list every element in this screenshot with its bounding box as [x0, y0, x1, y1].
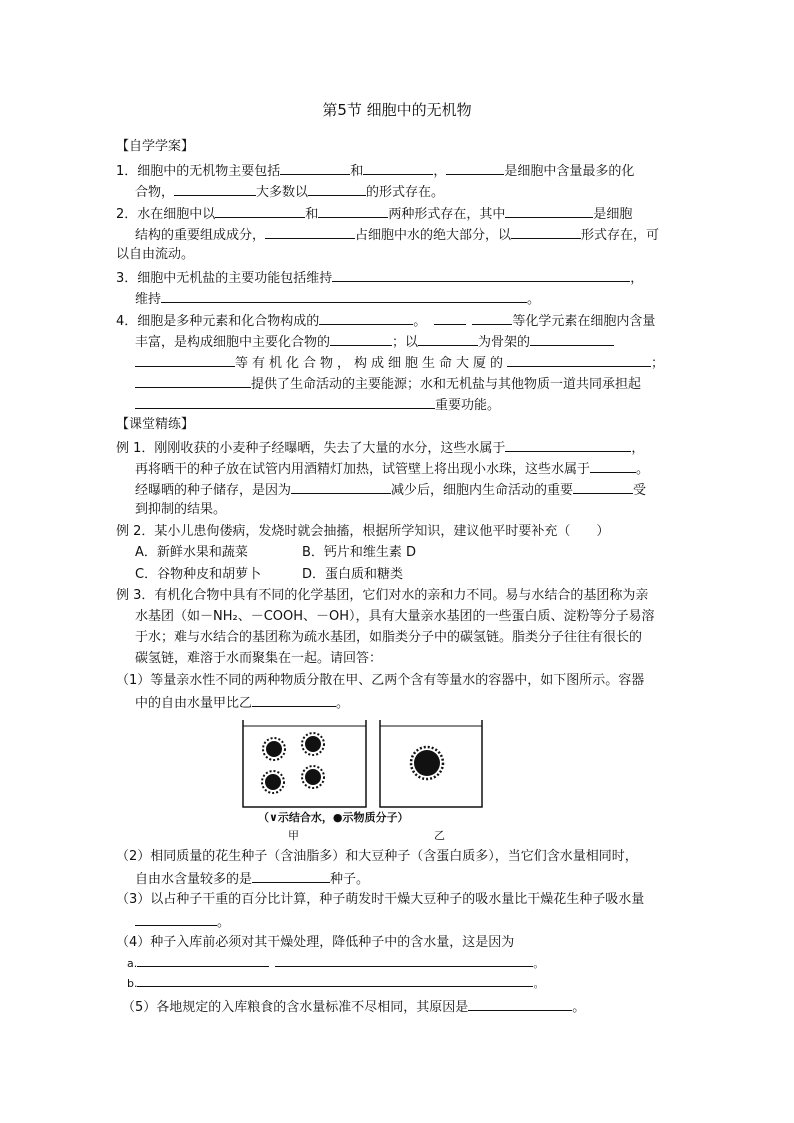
- molecule-a-2: [302, 733, 324, 755]
- answer-blank[interactable]: [332, 267, 630, 282]
- section-header-practice: 【课堂精练】: [116, 417, 195, 432]
- example-3-line-4: 碳氢链，难溶于水而聚集在一起。请回答：: [135, 651, 383, 666]
- answer-blank[interactable]: [174, 181, 256, 196]
- answer-blank[interactable]: [135, 352, 235, 367]
- answer-blank[interactable]: [137, 974, 533, 987]
- answer-blank[interactable]: [215, 203, 305, 218]
- example-1-line-1: 例 1．刚刚收获的小麦种子经曝晒，失去了大量的水分，这些水属于 ，: [116, 437, 644, 459]
- example-2-option-c[interactable]: C．谷物种皮和胡萝卜: [135, 567, 262, 582]
- figure-label-a: 甲: [288, 829, 299, 842]
- question-1-line-1: 1．细胞中的无机物主要包括 和 ， 是细胞中含量最多的化: [116, 160, 634, 182]
- answer-blank[interactable]: [507, 352, 651, 367]
- answer-blank[interactable]: [252, 692, 336, 707]
- answer-blank[interactable]: [505, 437, 631, 452]
- question-4-line-5: 重要功能。: [135, 394, 500, 416]
- part-4-line-b: b. 。: [127, 974, 544, 994]
- part-4-line-a: a. 。: [127, 954, 544, 974]
- answer-blank[interactable]: [135, 911, 217, 926]
- question-4-line-4: 提供了生命活动的主要能源；水和无机盐与其他物质一道共同承担起: [135, 373, 641, 395]
- answer-blank[interactable]: [318, 203, 388, 218]
- molecule-a-1: [263, 738, 285, 760]
- answer-blank[interactable]: [468, 996, 572, 1011]
- question-4-line-3: 等有机化合物，构成细胞生命大厦的 ；: [135, 352, 664, 374]
- example-1-line-4: 到抑制的结果。: [135, 502, 227, 517]
- example-2-option-d[interactable]: D．蛋白质和糖类: [302, 567, 404, 582]
- part-3-line-1: （3）以占种子干重的百分比计算，种子萌发时干燥大豆种子的吸水量比干燥花生种子吸水量: [116, 892, 645, 907]
- part-2-line-2: 自由水含量较多的是 种子。: [135, 868, 369, 890]
- part-1-line-2: 中的自由水量甲比乙 。: [135, 692, 349, 714]
- answer-blank[interactable]: [161, 288, 527, 303]
- part-5-line: （5）各地规定的入库粮食的含水量标准不尽相同，其原因是 。: [122, 996, 585, 1018]
- molecule-cluster-b: [411, 747, 443, 779]
- molecule-a-4: [302, 766, 324, 788]
- question-3-line-1: 3．细胞中无机盐的主要功能包括维持 ，: [116, 267, 643, 289]
- answer-blank[interactable]: [511, 224, 581, 239]
- answer-blank[interactable]: [363, 160, 433, 175]
- part-2-line-1: （2）相同质量的花生种子（含油脂多）和大豆种子（含蛋白质多），当它们含水量相同时，: [116, 849, 638, 864]
- answer-blank[interactable]: [252, 868, 330, 883]
- question-2-line-1: 2．水在细胞中以 和 两种形式存在，其中 是细胞: [116, 203, 632, 225]
- figure-label-b: 乙: [434, 829, 445, 842]
- part-3-line-2: 。: [135, 911, 230, 933]
- answer-blank[interactable]: [275, 954, 533, 967]
- page-title: 第5节 细胞中的无机物: [322, 101, 472, 119]
- answer-blank[interactable]: [530, 331, 614, 346]
- answer-blank[interactable]: [280, 160, 350, 175]
- answer-blank[interactable]: [573, 479, 633, 494]
- question-2-line-3: 以自由流动。: [116, 247, 195, 262]
- part-4-line-1: （4）种子入库前必须对其干燥处理，降低种子中的含水量，这是因为: [116, 935, 515, 950]
- answer-blank[interactable]: [308, 181, 366, 196]
- answer-blank[interactable]: [590, 458, 636, 473]
- answer-blank[interactable]: [135, 394, 435, 409]
- question-1-line-2: 合物， 大多数以 的形式存在。: [135, 181, 444, 203]
- example-1-line-2: 再将晒干的种子放在试管内用酒精灯加热，试管壁上将出现小水珠，这些水属于 。: [135, 458, 649, 480]
- container-a: [243, 720, 366, 807]
- answer-blank[interactable]: [265, 224, 355, 239]
- example-1-line-3: 经曝晒的种子储存，是因为 减少后，细胞内生命活动的重要 受: [135, 479, 646, 501]
- question-3-line-2: 维持 。: [135, 288, 540, 310]
- question-4-line-2: 丰富，是构成细胞中主要化合物的 ；以 为骨架的: [135, 331, 614, 353]
- answer-blank[interactable]: [434, 310, 466, 325]
- answer-blank[interactable]: [330, 331, 392, 346]
- answer-blank[interactable]: [291, 479, 391, 494]
- answer-blank[interactable]: [418, 331, 478, 346]
- part-1-line-1: （1）等量亲水性不同的两种物质分散在甲、乙两个含有等量水的容器中，如下图所示。容器: [116, 673, 645, 688]
- answer-blank[interactable]: [472, 310, 512, 325]
- question-2-line-2: 结构的重要组成成分， 占细胞中水的绝大部分，以 形式存在，可: [135, 224, 659, 246]
- answer-blank[interactable]: [446, 160, 504, 175]
- molecule-a-3: [262, 771, 284, 793]
- figure-caption: （∨示结合水，●示物质分子）: [258, 811, 409, 824]
- example-2-option-b[interactable]: B．钙片和维生素 D: [302, 545, 417, 560]
- answer-blank[interactable]: [319, 310, 413, 325]
- example-3-line-1: 例 3．有机化合物中具有不同的化学基团，它们对水的亲和力不同。易与水结合的基团称为亲: [116, 588, 649, 603]
- example-2-option-a[interactable]: A．新鲜水果和蔬菜: [135, 545, 248, 560]
- example-2-stem: 例 2．某小儿患佝偻病，发烧时就会抽搐，根据所学知识，建议他平时要补充（ ）: [116, 524, 610, 539]
- answer-blank[interactable]: [135, 373, 251, 388]
- answer-blank[interactable]: [505, 203, 593, 218]
- question-4-line-1: 4．细胞是多种元素和化合物构成的 。 等化学元素在细胞内含量: [116, 310, 655, 332]
- section-header-self-study: 【自学学案】: [116, 139, 195, 154]
- answer-blank[interactable]: [137, 954, 269, 967]
- example-3-line-3: 于水；难与水结合的基团称为疏水基团，如脂类分子中的碳氢链。脂类分子往往有很长的: [135, 630, 643, 645]
- example-3-line-2: 水基团（如－NH₂、－COOH、－OH），具有大量亲水基团的一些蛋白质、淀粉等分子易溶: [135, 609, 655, 624]
